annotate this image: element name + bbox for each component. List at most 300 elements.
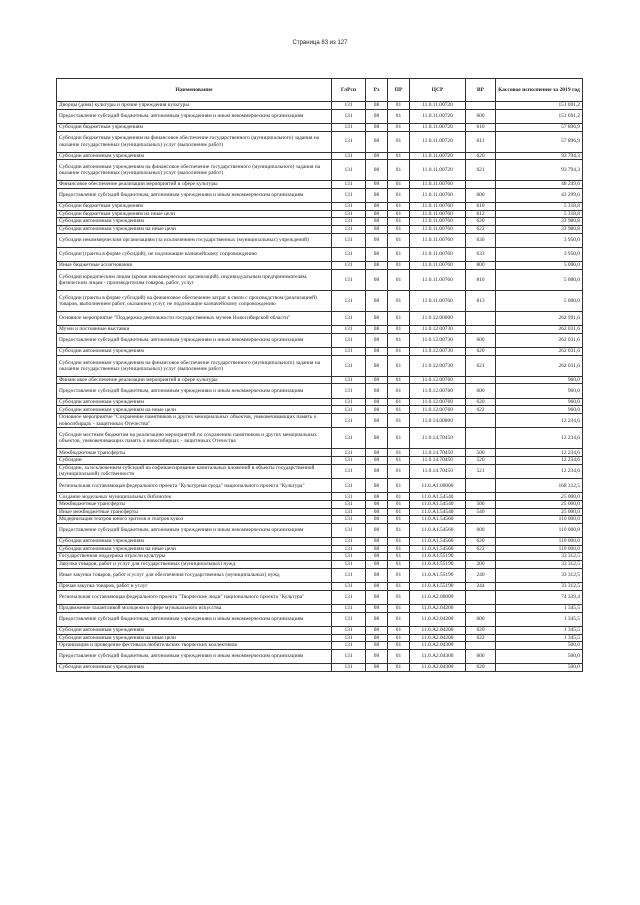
cell-amount: 960,0: [496, 376, 583, 384]
cell-vr: 244: [466, 582, 496, 590]
cell-csr: 11.0.11.00720: [410, 109, 466, 123]
cell-pr: 01: [388, 457, 410, 465]
cell-rz: 08: [366, 538, 388, 546]
cell-vr: 540: [466, 508, 496, 516]
cell-name: Межбюджетные трансферты: [57, 501, 332, 509]
cell-csr: 11.0.12.00730: [410, 355, 466, 376]
cell-pr: 01: [388, 355, 410, 376]
cell-csr: 11.0.11.00720: [410, 102, 466, 110]
cell-amount: 262 031,6: [496, 333, 583, 347]
cell-name: Субсидии автономным учреждениям на иные цели: [57, 634, 332, 642]
cell-csr: 11.0.11.00760: [410, 262, 466, 270]
cell-csr: 11.0.11.00760: [410, 247, 466, 261]
header-amount: Кассовое исполнение за 2019 год: [496, 79, 583, 102]
table-row: [57, 355, 583, 376]
cell-name: Субсидии автономным учреждениям: [57, 218, 332, 226]
cell-rz: 08: [366, 188, 388, 202]
table-row: [57, 210, 583, 218]
cell-pr: 01: [388, 523, 410, 537]
cell-amount: 57 896,9: [496, 131, 583, 152]
cell-pr: 01: [388, 269, 410, 290]
table-row: [57, 398, 583, 406]
cell-name: Субсидии, за исключением субсидий на софинансирование капитальных вложений в объекты государственной (муниципальной) собственности: [57, 464, 332, 478]
cell-csr: 11.0.12.00000: [410, 311, 466, 325]
cell-vr: 600: [466, 333, 496, 347]
table-row: [57, 538, 583, 546]
cell-glrsp: 131: [332, 398, 366, 406]
table-row: [57, 131, 583, 152]
cell-csr: 11.0.A1.54560: [410, 545, 466, 553]
table-row: [57, 311, 583, 325]
cell-vr: 800: [466, 262, 496, 270]
cell-glrsp: 131: [332, 160, 366, 181]
cell-name: Иные межбюджетные трансферты: [57, 508, 332, 516]
cell-amount: 110 000,0: [496, 516, 583, 524]
cell-vr: 600: [466, 612, 496, 626]
cell-name: Субсидии автономным учреждениям: [57, 348, 332, 356]
cell-vr: 610: [466, 203, 496, 211]
cell-vr: [466, 414, 496, 428]
cell-glrsp: 131: [332, 233, 366, 247]
table-row: [57, 262, 583, 270]
cell-glrsp: 131: [332, 290, 366, 311]
cell-glrsp: 131: [332, 479, 366, 493]
cell-amount: 3 950,0: [496, 233, 583, 247]
cell-name: Субсидии (гранты в форме субсидий), не подлежащие казначейскому сопровождению: [57, 247, 332, 261]
cell-rz: 08: [366, 109, 388, 123]
cell-glrsp: 131: [332, 262, 366, 270]
cell-rz: 08: [366, 247, 388, 261]
table-row: [57, 376, 583, 384]
cell-pr: 01: [388, 218, 410, 226]
cell-rz: 08: [366, 516, 388, 524]
cell-vr: 813: [466, 290, 496, 311]
cell-csr: 11.0.A2.04300: [410, 642, 466, 650]
cell-rz: 08: [366, 626, 388, 634]
cell-vr: 622: [466, 545, 496, 553]
cell-name: Предоставление субсидий бюджетным, автономным учреждениям и иным некоммерческим организациям: [57, 612, 332, 626]
table-row: [57, 457, 583, 465]
cell-glrsp: 131: [332, 311, 366, 325]
cell-pr: 01: [388, 326, 410, 334]
cell-amount: 12 234,6: [496, 464, 583, 478]
cell-glrsp: 131: [332, 538, 366, 546]
cell-glrsp: 131: [332, 508, 366, 516]
cell-pr: 01: [388, 590, 410, 604]
cell-glrsp: 131: [332, 649, 366, 663]
cell-name: Предоставление субсидий бюджетным, автономным учреждениям и иным некоммерческим организациям: [57, 333, 332, 347]
cell-vr: [466, 553, 496, 561]
cell-pr: 01: [388, 612, 410, 626]
cell-vr: 520: [466, 457, 496, 465]
table-row: [57, 247, 583, 261]
cell-csr: 11.0.A1.54560: [410, 516, 466, 524]
cell-csr: 11.0.11.00760: [410, 188, 466, 202]
cell-csr: 11.0.A2.04200: [410, 612, 466, 626]
table-row: [57, 604, 583, 612]
header-csr: ЦСР: [410, 79, 466, 102]
cell-rz: 08: [366, 290, 388, 311]
cell-vr: 620: [466, 626, 496, 634]
cell-rz: 08: [366, 348, 388, 356]
cell-rz: 08: [366, 612, 388, 626]
cell-amount: 262 031,6: [496, 326, 583, 334]
cell-csr: 11.0.A1.54540: [410, 501, 466, 509]
cell-rz: 08: [366, 225, 388, 233]
cell-csr: 11.0.12.00730: [410, 333, 466, 347]
table-row: [57, 428, 583, 449]
cell-glrsp: 131: [332, 188, 366, 202]
cell-name: Основное мероприятие "Поддержка деятельности государственных музеев Новосибирской области": [57, 311, 332, 325]
cell-rz: 08: [366, 233, 388, 247]
cell-csr: 11.0.12.00730: [410, 326, 466, 334]
cell-name: Субсидии местным бюджетам на реализацию мероприятий по сохранению памятников и других мемориальных объектов, увековечивающих память о новосибирцах - защитниках Отечества: [57, 428, 332, 449]
cell-csr: 11.0.A2.04200: [410, 604, 466, 612]
cell-pr: 01: [388, 181, 410, 189]
cell-pr: 01: [388, 508, 410, 516]
cell-amount: 25 000,0: [496, 493, 583, 501]
budget-execution-table: [56, 78, 583, 672]
cell-amount: 1 345,5: [496, 604, 583, 612]
cell-vr: 610: [466, 123, 496, 131]
page-number-header: Страница 83 из 127: [292, 40, 348, 46]
cell-amount: 151 691,2: [496, 102, 583, 110]
cell-rz: 08: [366, 553, 388, 561]
cell-glrsp: 131: [332, 604, 366, 612]
cell-vr: [466, 516, 496, 524]
cell-pr: 01: [388, 428, 410, 449]
cell-name: Субсидии автономным учреждениям: [57, 152, 332, 160]
cell-amount: 33 312,5: [496, 553, 583, 561]
cell-pr: 01: [388, 604, 410, 612]
cell-glrsp: 131: [332, 376, 366, 384]
cell-name: Субсидии автономным учреждениям: [57, 626, 332, 634]
cell-rz: 08: [366, 428, 388, 449]
cell-rz: 08: [366, 218, 388, 226]
cell-glrsp: 131: [332, 384, 366, 398]
cell-rz: 08: [366, 560, 388, 568]
cell-rz: 08: [366, 398, 388, 406]
cell-pr: 01: [388, 348, 410, 356]
table-row: [57, 649, 583, 663]
cell-name: Субсидии некоммерческим организациям (за исключением государственных (муниципальных) учреждений): [57, 233, 332, 247]
cell-csr: 11.0.12.00760: [410, 376, 466, 384]
table-row: [57, 290, 583, 311]
cell-glrsp: 131: [332, 269, 366, 290]
table-row: [57, 384, 583, 398]
cell-glrsp: 131: [332, 457, 366, 465]
cell-vr: 622: [466, 634, 496, 642]
cell-pr: 01: [388, 449, 410, 457]
cell-glrsp: 131: [332, 493, 366, 501]
cell-pr: 01: [388, 516, 410, 524]
cell-rz: 08: [366, 493, 388, 501]
cell-name: Межбюджетные трансферты: [57, 449, 332, 457]
cell-csr: 11.0.11.00720: [410, 131, 466, 152]
cell-vr: [466, 311, 496, 325]
cell-amount: 110 000,0: [496, 545, 583, 553]
cell-rz: 08: [366, 160, 388, 181]
cell-amount: 1 345,5: [496, 612, 583, 626]
cell-vr: 633: [466, 247, 496, 261]
cell-vr: 621: [466, 355, 496, 376]
cell-name: Предоставление субсидий бюджетным, автономным учреждениям и иным некоммерческим организациям: [57, 109, 332, 123]
cell-csr: 11.0.A2.04300: [410, 664, 466, 672]
cell-glrsp: 131: [332, 590, 366, 604]
cell-pr: 01: [388, 262, 410, 270]
table-row: [57, 449, 583, 457]
cell-glrsp: 131: [332, 449, 366, 457]
table-row: [57, 333, 583, 347]
cell-vr: 620: [466, 664, 496, 672]
cell-pr: 01: [388, 152, 410, 160]
table-row: [57, 545, 583, 553]
cell-rz: 08: [366, 523, 388, 537]
cell-name: Дворцы (дома) культуры и прочие учреждения культуры: [57, 102, 332, 110]
cell-pr: 01: [388, 501, 410, 509]
cell-amount: 33 980,8: [496, 225, 583, 233]
cell-vr: [466, 590, 496, 604]
cell-glrsp: 131: [332, 210, 366, 218]
cell-glrsp: 131: [332, 516, 366, 524]
cell-amount: 110 000,0: [496, 523, 583, 537]
cell-name: Прочая закупка товаров, работ и услуг: [57, 582, 332, 590]
cell-glrsp: 131: [332, 355, 366, 376]
table-row: [57, 642, 583, 650]
table-row: [57, 406, 583, 414]
cell-name: Продвижение талантливой молодежи в сфере музыкального искусства: [57, 604, 332, 612]
cell-vr: 240: [466, 568, 496, 582]
cell-glrsp: 131: [332, 326, 366, 334]
cell-pr: 01: [388, 538, 410, 546]
cell-pr: 01: [388, 102, 410, 110]
table-row: [57, 203, 583, 211]
cell-vr: [466, 181, 496, 189]
cell-pr: 01: [388, 131, 410, 152]
cell-csr: 11.0.A2.04200: [410, 634, 466, 642]
table-row: [57, 626, 583, 634]
table-row: [57, 123, 583, 131]
cell-glrsp: 131: [332, 560, 366, 568]
cell-pr: 01: [388, 560, 410, 568]
cell-csr: 11.0.A1.55190: [410, 553, 466, 561]
cell-vr: 620: [466, 538, 496, 546]
header-vr: ВР: [466, 79, 496, 102]
cell-vr: 500: [466, 449, 496, 457]
cell-rz: 08: [366, 131, 388, 152]
cell-pr: 01: [388, 188, 410, 202]
cell-vr: 500: [466, 501, 496, 509]
cell-csr: 11.0.A2.04300: [410, 649, 466, 663]
cell-rz: 08: [366, 568, 388, 582]
cell-amount: 48 249,6: [496, 181, 583, 189]
cell-glrsp: 131: [332, 218, 366, 226]
cell-pr: 01: [388, 545, 410, 553]
cell-name: Субсидии бюджетным учреждениям на финансовое обеспечение государственного (муниципального) задания на оказание государственных (муниципальных) услуг (выполнение работ): [57, 131, 332, 152]
cell-vr: [466, 493, 496, 501]
cell-glrsp: 131: [332, 664, 366, 672]
cell-csr: 11.0.A1.54540: [410, 493, 466, 501]
cell-pr: 01: [388, 376, 410, 384]
cell-amount: 500,0: [496, 642, 583, 650]
cell-csr: 11.0.A1.54560: [410, 538, 466, 546]
cell-name: Иные закупки товаров, работ и услуг для обеспечения государственных (муниципальных) нужд: [57, 568, 332, 582]
cell-pr: 01: [388, 290, 410, 311]
cell-amount: 960,0: [496, 406, 583, 414]
cell-vr: 622: [466, 225, 496, 233]
cell-rz: 08: [366, 457, 388, 465]
cell-vr: 600: [466, 523, 496, 537]
cell-csr: 11.0.11.00760: [410, 218, 466, 226]
cell-vr: [466, 604, 496, 612]
cell-pr: 01: [388, 642, 410, 650]
cell-name: Субсидии автономным учреждениям: [57, 538, 332, 546]
cell-vr: [466, 102, 496, 110]
cell-amount: 43 299,6: [496, 188, 583, 202]
cell-glrsp: 131: [332, 181, 366, 189]
cell-glrsp: 131: [332, 545, 366, 553]
cell-amount: 12 234,6: [496, 457, 583, 465]
cell-amount: 33 980,8: [496, 218, 583, 226]
cell-vr: 620: [466, 218, 496, 226]
cell-csr: 11.0.14.70450: [410, 449, 466, 457]
cell-csr: 11.0.11.00760: [410, 269, 466, 290]
cell-csr: 11.0.A2.04200: [410, 626, 466, 634]
cell-rz: 08: [366, 649, 388, 663]
cell-glrsp: 131: [332, 225, 366, 233]
cell-vr: 810: [466, 269, 496, 290]
header-glrsp: ГлРсп: [332, 79, 366, 102]
cell-glrsp: 131: [332, 553, 366, 561]
cell-name: Субсидии бюджетным учреждениям: [57, 123, 332, 131]
cell-pr: 01: [388, 553, 410, 561]
cell-csr: 11.0.A1.54560: [410, 523, 466, 537]
cell-name: Предоставление субсидий бюджетным, автономным учреждениям и иным некоммерческим организациям: [57, 188, 332, 202]
cell-csr: 11.0.A1.00000: [410, 479, 466, 493]
cell-amount: 960,0: [496, 384, 583, 398]
cell-glrsp: 131: [332, 152, 366, 160]
cell-csr: 11.0.11.00760: [410, 233, 466, 247]
cell-amount: 1 345,5: [496, 634, 583, 642]
table-row: [57, 152, 583, 160]
cell-vr: 621: [466, 160, 496, 181]
cell-name: Региональная составляющая федерального проекта "Культурная среда" национального проекта "Культура": [57, 479, 332, 493]
table-row: [57, 414, 583, 428]
cell-name: Основное мероприятие "Сохранение памятников и других мемориальных объектов, увековечивающих память о новосибирцах - защитниках Отечества": [57, 414, 332, 428]
table-row: [57, 516, 583, 524]
cell-rz: 08: [366, 311, 388, 325]
header-rz: Рз: [366, 79, 388, 102]
table-row: [57, 464, 583, 478]
cell-name: Субсидии автономным учреждениям на финансовое обеспечение государственного (муниципального) задания на оказание государственных (муниципальных) услуг (выполнение работ): [57, 355, 332, 376]
cell-amount: 33 312,5: [496, 568, 583, 582]
cell-amount: 5 000,0: [496, 290, 583, 311]
cell-amount: 12 234,6: [496, 428, 583, 449]
cell-name: Субсидии автономным учреждениям на иные цели: [57, 406, 332, 414]
cell-amount: 5 318,8: [496, 210, 583, 218]
cell-csr: 11.0.12.00730: [410, 348, 466, 356]
table-row: [57, 590, 583, 604]
cell-csr: 11.0.11.00760: [410, 203, 466, 211]
cell-vr: [466, 326, 496, 334]
cell-name: Музеи и постоянные выставки: [57, 326, 332, 334]
table-row: [57, 225, 583, 233]
cell-name: Субсидии (гранты в форме субсидий) на финансовое обеспечение затрат в связи с производством (реализацией) товаров, выполнением работ, оказанием услуг, не подлежащие казначейскому сопровождению: [57, 290, 332, 311]
cell-amount: 25 000,0: [496, 501, 583, 509]
cell-csr: 11.0.11.00720: [410, 160, 466, 181]
cell-pr: 01: [388, 398, 410, 406]
cell-glrsp: 131: [332, 642, 366, 650]
cell-glrsp: 131: [332, 109, 366, 123]
table-row: [57, 269, 583, 290]
table-row: [57, 348, 583, 356]
table-row: [57, 109, 583, 123]
cell-glrsp: 131: [332, 501, 366, 509]
cell-glrsp: 131: [332, 568, 366, 582]
cell-name: Иные бюджетные ассигнования: [57, 262, 332, 270]
cell-rz: 08: [366, 414, 388, 428]
cell-vr: 622: [466, 406, 496, 414]
table-row: [57, 523, 583, 537]
cell-rz: 08: [366, 152, 388, 160]
cell-vr: 620: [466, 348, 496, 356]
cell-rz: 08: [366, 326, 388, 334]
cell-rz: 08: [366, 181, 388, 189]
cell-vr: 630: [466, 233, 496, 247]
cell-name: Предоставление субсидий бюджетным, автономным учреждениям и иным некоммерческим организациям: [57, 523, 332, 537]
cell-glrsp: 131: [332, 247, 366, 261]
cell-name: Создание модельных муниципальных библиотек: [57, 493, 332, 501]
cell-rz: 08: [366, 642, 388, 650]
cell-pr: 01: [388, 414, 410, 428]
cell-amount: 262 031,6: [496, 355, 583, 376]
cell-name: Субсидии бюджетным учреждениям: [57, 203, 332, 211]
cell-csr: 11.0.14.70450: [410, 428, 466, 449]
cell-amount: 12 234,6: [496, 449, 583, 457]
cell-name: Субсидии автономным учреждениям: [57, 664, 332, 672]
cell-csr: 11.0.12.00760: [410, 398, 466, 406]
cell-amount: 262 991,6: [496, 311, 583, 325]
cell-name: Субсидии автономным учреждениям на финансовое обеспечение государственного (муниципального) задания на оказание государственных (муниципальных) услуг (выполнение работ): [57, 160, 332, 181]
cell-rz: 08: [366, 664, 388, 672]
cell-vr: 611: [466, 131, 496, 152]
cell-pr: 01: [388, 247, 410, 261]
table-header-row: [57, 79, 583, 102]
cell-vr: 600: [466, 649, 496, 663]
cell-amount: 168 312,5: [496, 479, 583, 493]
cell-glrsp: 131: [332, 102, 366, 110]
cell-amount: 5 000,0: [496, 262, 583, 270]
cell-name: Субсидии бюджетным учреждениям на иные цели: [57, 210, 332, 218]
cell-amount: 93 794,3: [496, 152, 583, 160]
cell-amount: 262 031,6: [496, 348, 583, 356]
cell-name: Субсидии автономным учреждениям на иные цели: [57, 225, 332, 233]
cell-pr: 01: [388, 568, 410, 582]
cell-vr: 620: [466, 152, 496, 160]
cell-vr: 600: [466, 109, 496, 123]
cell-pr: 01: [388, 210, 410, 218]
cell-pr: 01: [388, 203, 410, 211]
cell-amount: 960,0: [496, 398, 583, 406]
table-row: [57, 479, 583, 493]
cell-rz: 08: [366, 590, 388, 604]
cell-name: Региональная составляющая федерального проекта "Творческие люди" национального проекта "Культура": [57, 590, 332, 604]
cell-name: Предоставление субсидий бюджетным, автономным учреждениям и иным некоммерческим организациям: [57, 649, 332, 663]
cell-amount: 33 312,5: [496, 582, 583, 590]
table-row: [57, 326, 583, 334]
cell-glrsp: 131: [332, 582, 366, 590]
cell-csr: 11.0.A1.54540: [410, 508, 466, 516]
